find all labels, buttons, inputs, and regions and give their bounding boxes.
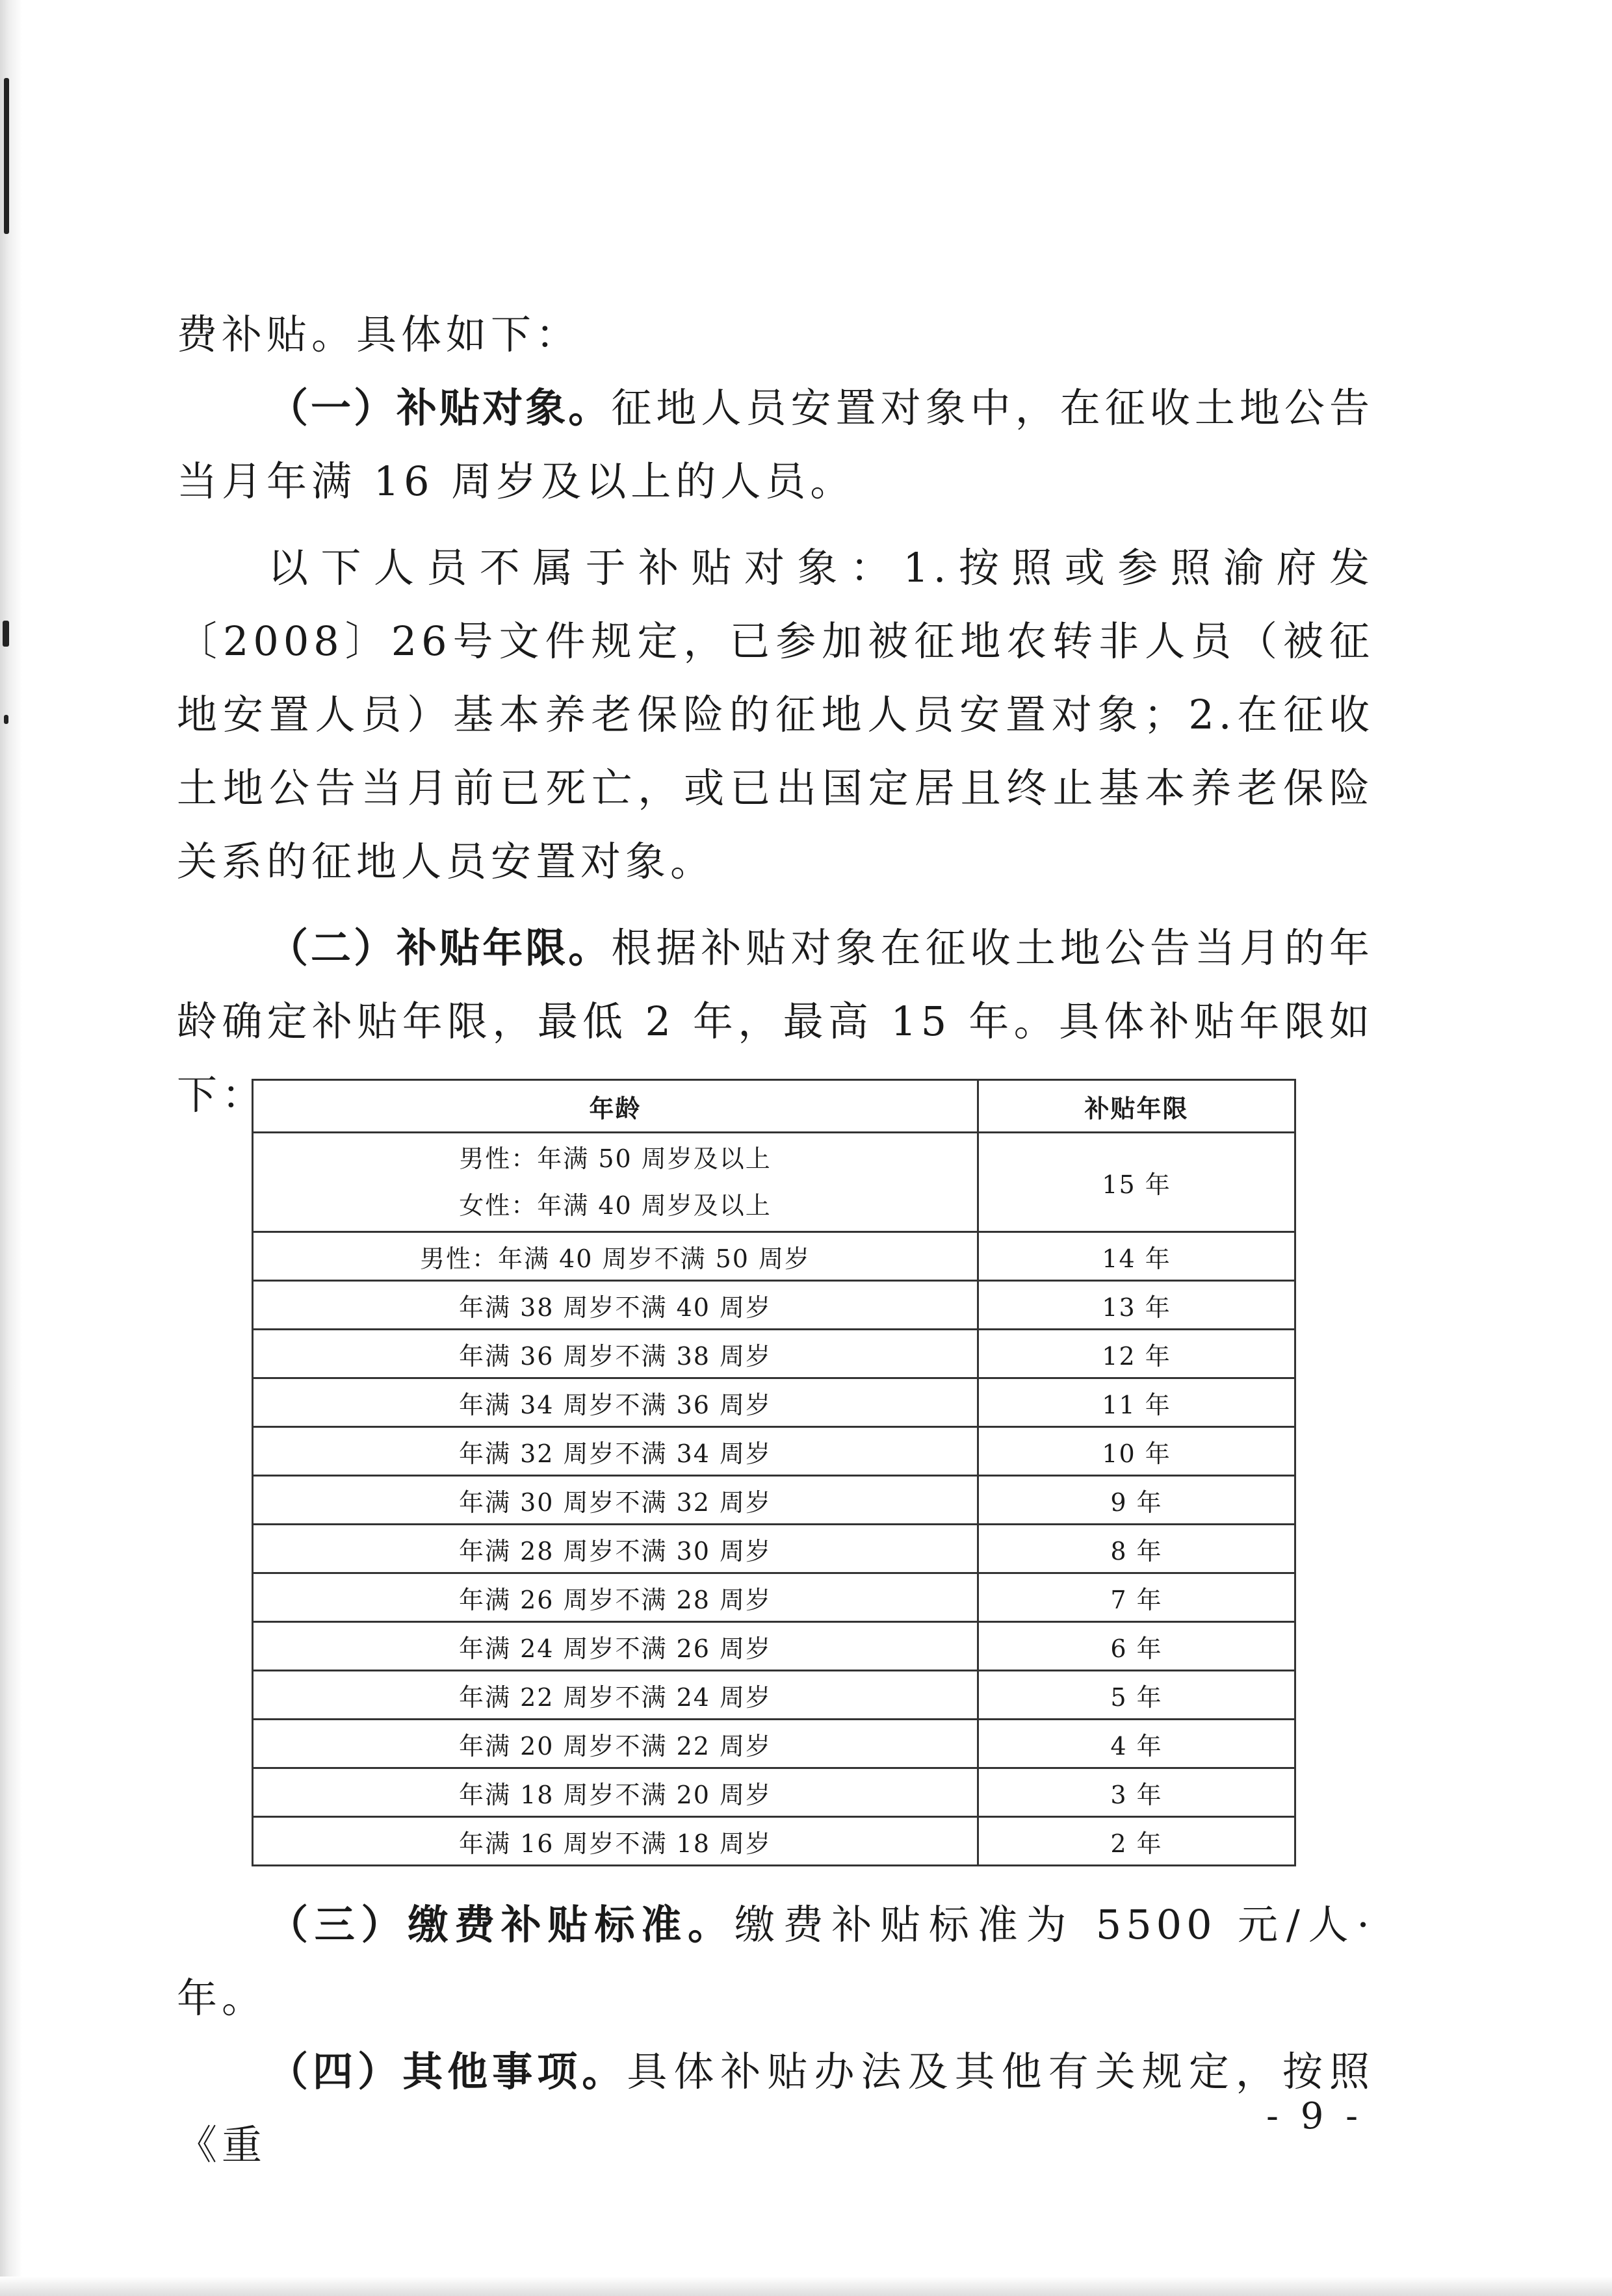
years-cell: 11 年 — [978, 1378, 1295, 1427]
subsidy-years-table — [252, 1079, 1296, 1866]
table-row — [253, 1330, 1295, 1378]
years-cell: 2 年 — [978, 1817, 1295, 1866]
header-age: 年龄 — [253, 1080, 978, 1133]
header-years: 补贴年限 — [978, 1080, 1295, 1133]
page-number: - 9 - — [1266, 2095, 1364, 2137]
age-cell: 年满 38 周岁不满 40 周岁 — [253, 1281, 978, 1330]
paragraph-section-2: （二）补贴年限。根据补贴对象在征收土地公告当月的年龄确定补贴年限，最低 2 年，最高 15 年。具体补贴年限如下： — [177, 924, 1374, 1118]
document-body — [177, 298, 1374, 1131]
years-cell: 8 年 — [978, 1525, 1295, 1573]
years-cell: 14 年 — [978, 1232, 1295, 1281]
document-body-continued — [177, 1888, 1374, 2182]
age-cell: 年满 16 周岁不满 18 周岁 — [253, 1817, 978, 1866]
age-cell: 年满 26 周岁不满 28 周岁 — [253, 1573, 978, 1622]
age-cell: 男性：年满 50 周岁及以上 女性：年满 40 周岁及以上 — [253, 1133, 978, 1232]
years-cell: 15 年 — [978, 1133, 1295, 1232]
paragraph-intro: 费补贴。具体如下： — [177, 311, 581, 358]
table-row — [253, 1525, 1295, 1573]
age-cell: 年满 20 周岁不满 22 周岁 — [253, 1720, 978, 1768]
age-cell: 年满 30 周岁不满 32 周岁 — [253, 1476, 978, 1525]
table-row — [253, 1378, 1295, 1427]
age-cell: 年满 36 周岁不满 38 周岁 — [253, 1330, 978, 1378]
age-cell: 年满 32 周岁不满 34 周岁 — [253, 1427, 978, 1476]
years-cell: 4 年 — [978, 1720, 1295, 1768]
scan-mark — [4, 715, 8, 724]
table-header-row — [253, 1080, 1295, 1133]
age-cell: 年满 24 周岁不满 26 周岁 — [253, 1622, 978, 1671]
section-heading: （一）补贴对象。 — [268, 384, 612, 432]
paragraph-section-3: （三）缴费补贴标准。缴费补贴标准为 5500 元/人·年。 — [177, 1901, 1374, 2022]
age-cell: 年满 22 周岁不满 24 周岁 — [253, 1671, 978, 1720]
years-cell: 12 年 — [978, 1330, 1295, 1378]
section-heading: （四）其他事项。 — [268, 2048, 627, 2095]
paragraph-section-1: （一）补贴对象。征地人员安置对象中，在征收土地公告当月年满 16 周岁及以上的人员。 — [177, 384, 1374, 505]
years-cell: 9 年 — [978, 1476, 1295, 1525]
table-row — [253, 1768, 1295, 1817]
table-row — [253, 1622, 1295, 1671]
table-row — [253, 1817, 1295, 1866]
table-row — [253, 1281, 1295, 1330]
years-cell: 6 年 — [978, 1622, 1295, 1671]
table-row — [253, 1573, 1295, 1622]
table-row — [253, 1427, 1295, 1476]
table-row — [253, 1671, 1295, 1720]
years-cell: 13 年 — [978, 1281, 1295, 1330]
scan-left-edge — [0, 0, 22, 2296]
years-cell: 7 年 — [978, 1573, 1295, 1622]
paragraph-exclusions: 以下人员不属于补贴对象：1.按照或参照渝府发〔2008〕26号文件规定，已参加被征地农转非人员（被征地安置人员）基本养老保险的征地人员安置对象；2.在征收土地公告当月前已死亡，或已出国定居且终止基本养老保险关系的征地人员安置对象。 — [177, 544, 1374, 885]
years-cell: 10 年 — [978, 1427, 1295, 1476]
table-row — [253, 1720, 1295, 1768]
age-cell: 年满 28 周岁不满 30 周岁 — [253, 1525, 978, 1573]
table-row — [253, 1476, 1295, 1525]
subsidy-table-wrapper — [252, 1079, 1294, 1866]
scan-bottom-edge — [0, 2277, 1612, 2296]
years-cell: 3 年 — [978, 1768, 1295, 1817]
section-heading: （三）缴费补贴标准。 — [268, 1901, 734, 1948]
table-row — [253, 1133, 1295, 1232]
section-heading: （二）补贴年限。 — [268, 924, 612, 972]
age-cell: 年满 18 周岁不满 20 周岁 — [253, 1768, 978, 1817]
scan-mark — [4, 78, 9, 234]
paragraph-section-4: （四）其他事项。具体补贴办法及其他有关规定，按照《重 — [177, 2048, 1374, 2169]
scan-mark — [3, 621, 9, 647]
table-row — [253, 1232, 1295, 1281]
age-cell: 男性：年满 40 周岁不满 50 周岁 — [253, 1232, 978, 1281]
age-cell: 年满 34 周岁不满 36 周岁 — [253, 1378, 978, 1427]
years-cell: 5 年 — [978, 1671, 1295, 1720]
